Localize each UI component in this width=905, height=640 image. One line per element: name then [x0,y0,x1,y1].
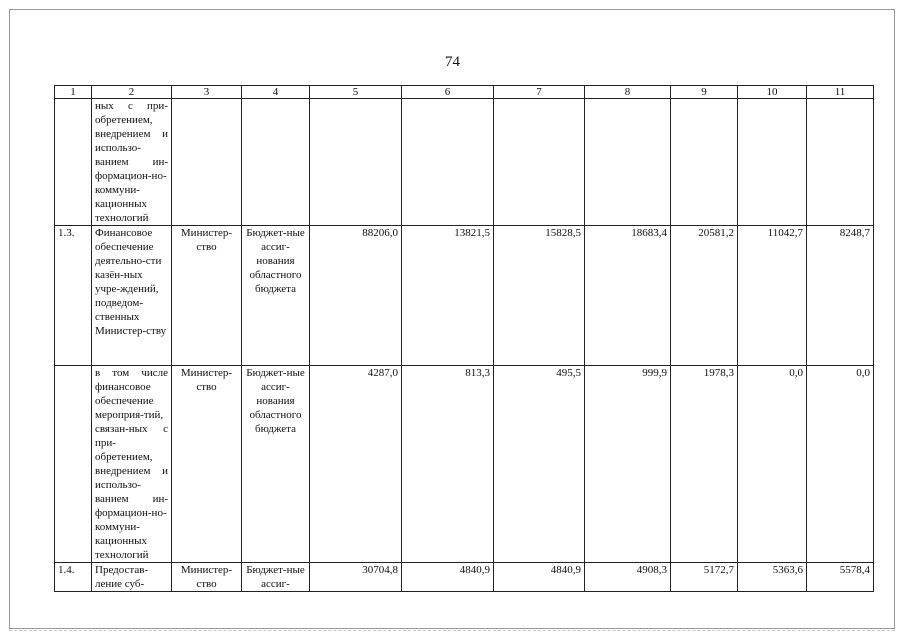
column-header: 9 [671,86,738,99]
value-cell: 88206,0 [310,226,402,366]
value-cell [310,99,402,226]
scan-edge-line [9,630,895,632]
funding-source: Бюджет-ные ассиг-нования областного бюджета [242,366,310,563]
value-cell: 8248,7 [807,226,874,366]
value-cell [671,99,738,226]
row-number [55,366,92,563]
table-row [55,563,874,592]
column-header: 10 [738,86,807,99]
funding-source: Бюджет-ные ассиг- [242,563,310,592]
value-cell: 20581,2 [671,226,738,366]
value-cell: 4840,9 [494,563,585,592]
activity-name: ных с при-обретением, внедрением и использо-ванием ин-формацион-но-коммуни-кационных технологий [92,99,172,226]
executor: Министер-ство [172,226,242,366]
row-number [55,99,92,226]
value-cell: 999,9 [585,366,671,563]
value-cell: 18683,4 [585,226,671,366]
value-cell: 5172,7 [671,563,738,592]
value-cell [807,99,874,226]
value-cell [494,99,585,226]
value-cell: 15828,5 [494,226,585,366]
value-cell: 1978,3 [671,366,738,563]
activity-name: Финансовое обеспечение деятельно-сти казён-ных учре-ждений, подведом-ственных Министер-ству [92,226,172,366]
column-header: 1 [55,86,92,99]
row-number: 1.4. [55,563,92,592]
activity-name: в том числе финансовое обеспечение мероприя-тий, связан-ных с при-обретением, внедрением и использо-ванием ин-формацион-но-коммуни-кационных технологий [92,366,172,563]
value-cell: 0,0 [738,366,807,563]
page-number: 74 [445,54,460,70]
table-row [55,99,874,226]
header-row [55,86,874,99]
funding-source [242,99,310,226]
column-header: 8 [585,86,671,99]
value-cell: 4908,3 [585,563,671,592]
value-cell: 30704,8 [310,563,402,592]
executor: Министер-ство [172,366,242,563]
column-header: 2 [92,86,172,99]
column-header: 4 [242,86,310,99]
value-cell: 0,0 [807,366,874,563]
value-cell [402,99,494,226]
value-cell: 11042,7 [738,226,807,366]
row-number: 1.3. [55,226,92,366]
column-header: 11 [807,86,874,99]
executor: Министер-ство [172,563,242,592]
value-cell: 813,3 [402,366,494,563]
funding-source: Бюджет-ные ассиг-нования областного бюджета [242,226,310,366]
value-cell: 4840,9 [402,563,494,592]
executor [172,99,242,226]
value-cell: 495,5 [494,366,585,563]
value-cell: 5363,6 [738,563,807,592]
table-row [55,226,874,366]
column-header: 6 [402,86,494,99]
value-cell: 5578,4 [807,563,874,592]
value-cell [585,99,671,226]
value-cell: 13821,5 [402,226,494,366]
column-header: 5 [310,86,402,99]
program-table [54,85,874,592]
value-cell: 4287,0 [310,366,402,563]
table-row [55,366,874,563]
column-header: 3 [172,86,242,99]
activity-name: Предостав-ление суб- [92,563,172,592]
column-header: 7 [494,86,585,99]
value-cell [738,99,807,226]
